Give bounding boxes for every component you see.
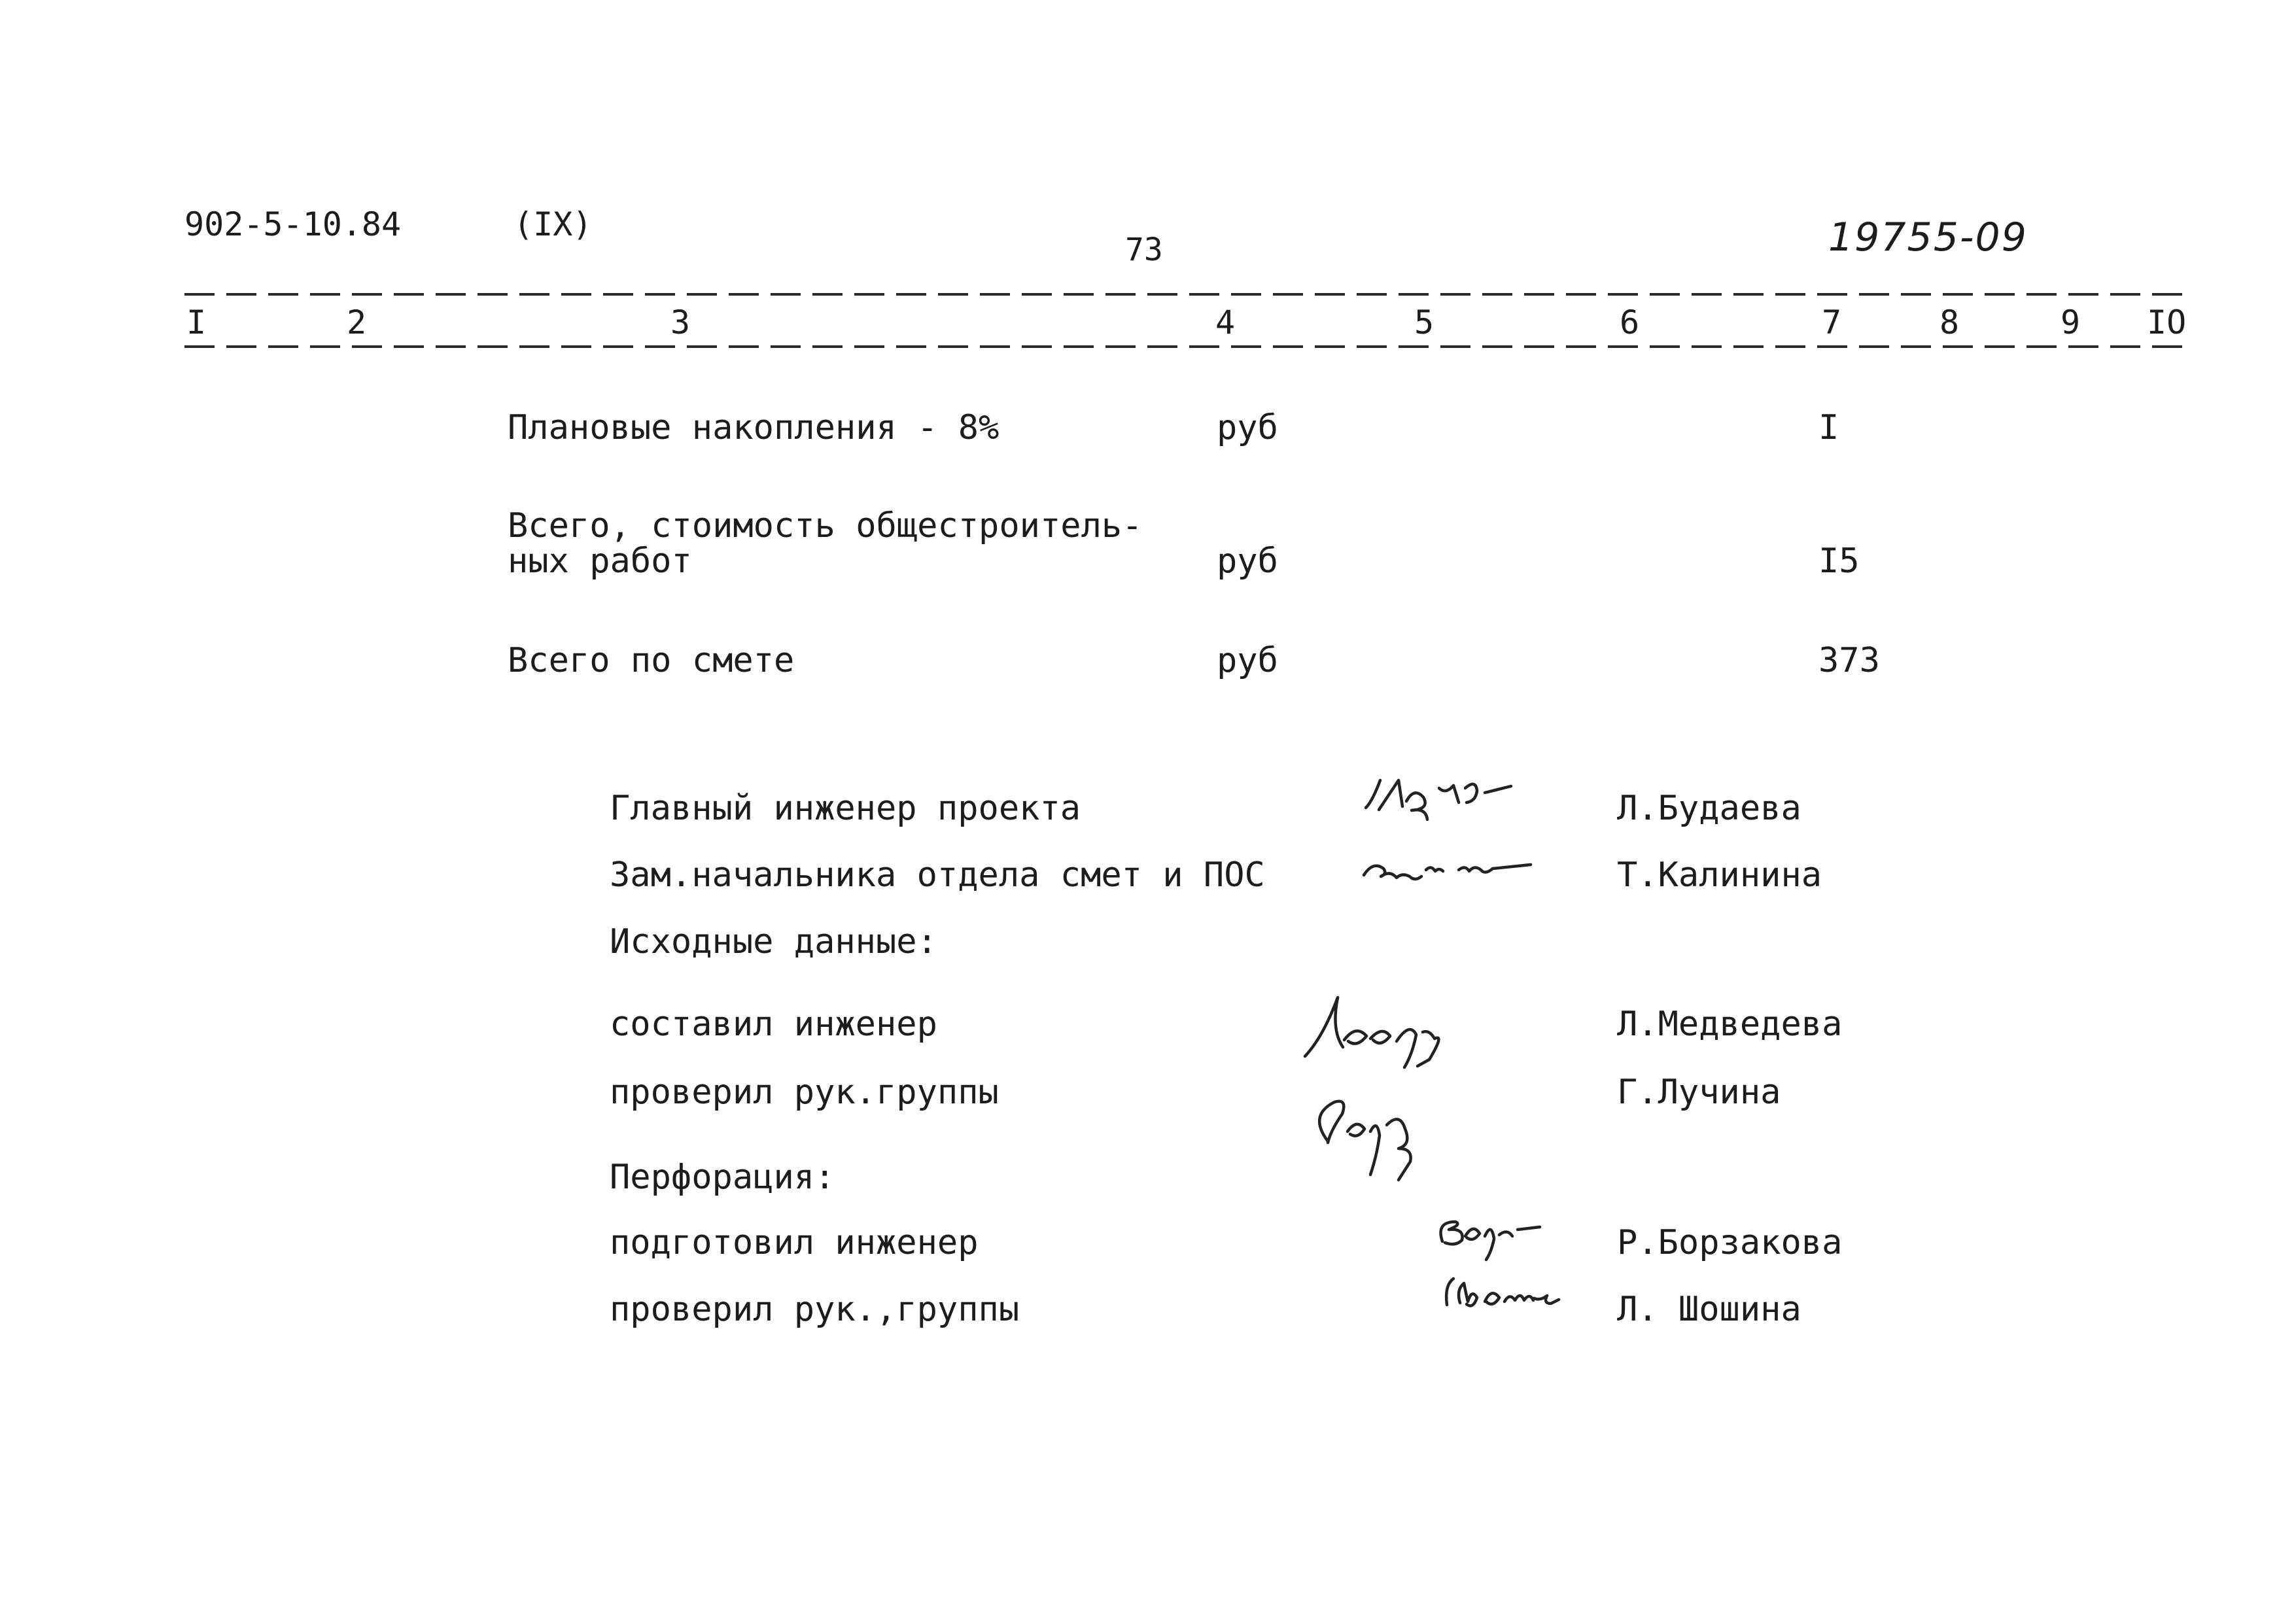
prepared-by-name: Р.Борзакова [1617, 1223, 1843, 1262]
signature-borzakova [1441, 1222, 1540, 1260]
column-number-5: 5 [1414, 303, 1435, 341]
checked-by-role: проверил рук.группы [610, 1073, 999, 1112]
column-number-6: 6 [1620, 303, 1640, 341]
column-number-4: 4 [1215, 303, 1236, 341]
signature-luchina [1319, 1101, 1410, 1180]
checked-by-2-role: проверил рук.,группы [610, 1290, 1020, 1329]
checked-by-2-name: Л. Шошина [1617, 1290, 1801, 1329]
compiled-by-role: составил инженер [610, 1005, 937, 1044]
row-1-name: Плановые накопления - 8% [508, 408, 1000, 447]
prepared-by-role: подготовил инженер [610, 1223, 979, 1262]
column-number-1: I [186, 303, 207, 341]
column-number-9: 9 [2061, 303, 2081, 341]
deputy-head-name: Т.Калинина [1617, 855, 1822, 895]
page-number: 73 [1125, 232, 1163, 268]
signature-medvedeva [1305, 997, 1438, 1067]
column-number-8: 8 [1939, 303, 1960, 341]
document-number: 19755-09 [1828, 215, 2028, 260]
compiled-by-name: Л.Медведева [1617, 1005, 1843, 1044]
header-dashed-line-bottom [184, 345, 2186, 348]
row-1-value: I [1818, 408, 1839, 447]
section-number: (IX) [513, 205, 593, 243]
row-2-unit: руб [1217, 542, 1278, 581]
perforation-heading: Перфорация: [610, 1158, 835, 1197]
chief-engineer-role: Главный инженер проекта [610, 789, 1081, 828]
column-number-10: IO [2147, 303, 2187, 341]
document-code: 902-5-10.84 [184, 205, 402, 243]
header-dashed-line-top [184, 293, 2186, 296]
checked-by-name: Г.Лучина [1617, 1073, 1781, 1112]
chief-engineer-name: Л.Будаева [1617, 789, 1801, 828]
signature-shoshina [1446, 1279, 1559, 1305]
row-3-value: 373 [1818, 641, 1880, 680]
source-data-heading: Исходные данные: [610, 922, 937, 961]
row-2-name-line-1: Всего, стоимость общестроитель- [508, 506, 1143, 545]
signature-budaeva [1366, 780, 1511, 820]
column-number-3: 3 [670, 303, 691, 341]
row-3-name: Всего по смете [508, 641, 795, 680]
row-2-value: I5 [1818, 542, 1860, 581]
row-3-unit: руб [1217, 641, 1278, 680]
row-1-unit: руб [1217, 408, 1278, 447]
signature-kalinina [1364, 865, 1531, 879]
column-number-2: 2 [347, 303, 367, 341]
deputy-head-role: Зам.начальника отдела смет и ПОС [610, 855, 1265, 895]
column-number-7: 7 [1822, 303, 1842, 341]
row-2-name-line-2: ных работ [508, 542, 692, 581]
